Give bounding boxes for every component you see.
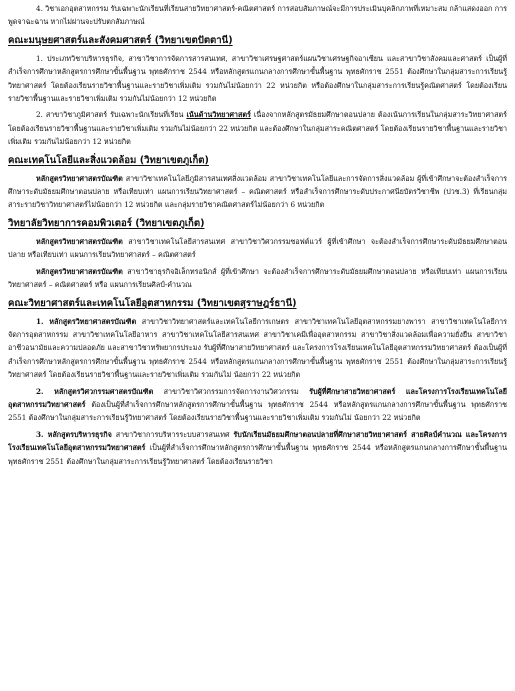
- science-p3-degree: 3. หลักสูตรบริหารธุรกิจ: [36, 429, 112, 439]
- humanities-p1-text: 1. ประเภทวิชาบริหารธุรกิจ, สาขาวิชาการจัดการสารสนเทศ, สาขาวิชาเศรษฐศาสตร์แผนวิชาเศรษฐกิจอาเซียน และสาขาวิชาสังคมและศาสตร์ เป็นผู้ที่สำเร็จการศึกษาหลักสูตรการศึกษาขั้นพื้นฐาน พุทธศักราช 2544 หรือหลักสูตรแกนกลางการศึกษาขั้นพื้นฐาน พุทธศักราช 2551 ต้องศึกษาในกลุ่มสาระการเรียนรู้วิทยาศาสตร์ โดยต้องเรียนรายวิชาพื้นฐานและรายวิชาเพิ่มเติม รวมกันไม่น้อยกว่า 22 หน่วยกิต หรือต้องศึกษาในกลุ่มสาระการเรียนรู้คณิตศาสตร์ โดยต้องเรียนรายวิชาพื้นฐานและรายวิชาเพิ่มเติม รวมกันไม่น้อยกว่า 12 หน่วยกิต: [8, 53, 507, 104]
- science-p2-major: สาขาวิชาวิศวกรรมการจัดการงานวิศวกรรม: [153, 386, 310, 396]
- science-paragraph-1: [8, 315, 507, 382]
- science-p2-degree: 2. หลักสูตรวิศวกรรมศาสตรบัณฑิต: [36, 386, 154, 396]
- humanities-paragraph-1: [8, 52, 507, 106]
- technology-paragraph-1: [8, 172, 507, 212]
- science-p3-admission: รับนักเรียนมัธยมศึกษาตอนปลายที่ศึกษาสายวิทยาศาสตร์ สายศิลป์คำนวณ และโครงการโรงเรียนเทคโนโลยีอุตสาหกรรมวิทยาศาสตร์: [8, 429, 507, 453]
- humanities-p2-emphasis: เน้นด้านวิทยาศาสตร์: [186, 110, 251, 120]
- humanities-p2-pre: 2. สาขาวิชาภูมิศาสตร์ รับเฉพาะนักเรียนที่เรียน: [36, 110, 187, 120]
- intro-text: 4. วิชาเอกอุตสาหกรรม รับเฉพาะนักเรียนที่เรียนสายวิทยาศาสตร์-คณิตศาสตร์ การสอบสัมภาษณ์จะมีการประเมินบุคลิกภาพที่เหมาะสม กล้าแสดงออก การพูดจาฉะฉาน หากไม่ผ่านจะปรับตกสัมภาษณ์: [8, 4, 507, 27]
- science-p2-text: ต้องเป็นผู้ที่สำเร็จการศึกษาหลักสูตรการศึกษาขั้นพื้นฐาน พุทธศักราช 2544 หรือหลักสูตรแกนกลางการศึกษาขั้นพื้นฐาน พุทธศักราช 2551 ต้องศึกษาในกลุ่มสาระการเรียนรู้วิทยาศาสตร์ โดยต้องเรียนรายวิชาพื้นฐานและรายวิชาเพิ่มเติม รวมกันไม่ น้อยกว่า 22 หน่วยกิต: [8, 399, 507, 423]
- computing-p2-text: สาขาวิชาธุรกิจอิเล็กทรอนิกส์ ผู้ที่เข้าศึกษา จะต้องสำเร็จการศึกษาระดับมัธยมศึกษาตอนปลาย หรือเทียบเท่า แผนการเรียนวิทยาศาสตร์ – คณิตศาสตร์ หรือ แผนการเรียนศิลป์-คำนวณ: [8, 266, 507, 290]
- computing-p1-degree: หลักสูตรวิทยาศาสตรบัณฑิต: [36, 236, 123, 246]
- science-p1-text: สาขาวิชาวิทยาศาสตร์และเทคโนโลยีการเกษตร สาขาวิชาเทคโนโลยีอุตสาหกรรมยางพารา สาขาวิชาเทคโนโลยีการจัดการอุตสาหกรรม สาขาวิชาเทคโนโลยีอาหาร สาขาวิชาเทคโนโลยีสารสนเทศ สาขาวิชาเคมีเพื่ออุตสาหกรรม สาขาวิชาสิ่งแวดล้อมเพื่อความยั่งยืน สาขาวิชาอาชีวอนามัยและความปลอดภัย และสาขาวิชาทรัพยากรประมง รับผู้ที่ศึกษาสายวิทยาศาสตร์ และโครงการโรงเรียนเทคโนโลยีอุตสาหกรรมวิทยาศาสตร์ ต้องเป็นผู้ที่สำเร็จการศึกษาหลักสูตรการศึกษาขั้นพื้นฐาน พุทธศักราช 2544 หรือหลักสูตรแกนกลางการศึกษาขั้นพื้นฐาน พุทธศักราช 2551 ต้องศึกษาในกลุ่มสาระการเรียนรู้วิทยาศาสตร์ โดยต้องเรียนรายวิชาพื้นฐานและรายวิชาเพิ่มเติม รวมกันไม่ น้อยกว่า 22 หน่วยกิต: [8, 316, 507, 380]
- computing-paragraph-2: [8, 265, 507, 292]
- science-p1-degree: 1. หลักสูตรวิทยาศาสตรบัณฑิต: [36, 316, 137, 326]
- section-heading-technology-environment: คณะเทคโนโลยีและสิ่งแวดล้อม (วิทยาเขตภูเก็ต): [8, 154, 209, 166]
- computing-p2-degree: หลักสูตรวิทยาศาสตรบัณฑิต: [36, 266, 123, 276]
- humanities-p2-post: เนื่องจากหลักสูตรมัธยมศึกษาตอนปลาย ต้องเน้นการเรียนในกลุ่มสาระวิทยาศาสตร์ โดยต้องเรียนรายวิชาพื้นฐานและรายวิชาเพิ่มเติม รวมกันไม่น้อยกว่า 22 หน่วยกิต และต้องศึกษาในกลุ่มสาระคณิตศาสตร์ โดยต้องเรียนรายวิชาพื้นฐานและรายวิชาเพิ่มเติม รวมกันไม่น้อยกว่า 12 หน่วยกิต: [8, 110, 507, 147]
- computing-paragraph-1: [8, 235, 507, 262]
- computing-p1-text: สาขาวิชาเทคโนโลยีสารสนเทศ สาขาวิชาวิศวกรรมซอฟต์แวร์ ผู้ที่เข้าศึกษา จะต้องสำเร็จการศึกษาระดับมัธยมศึกษาตอนปลาย หรือเทียบเท่า แผนการเรียนวิทยาศาสตร์ – คณิตศาสตร์: [8, 236, 507, 260]
- science-paragraph-2: [8, 385, 507, 425]
- section-heading-science-industrial: คณะวิทยาศาสตร์และเทคโนโลยีอุตสาหกรรม (วิทยาเขตสุราษฎร์ธานี): [8, 297, 297, 309]
- humanities-paragraph-2: [8, 108, 507, 148]
- section-heading-computing: วิทยาลัยวิทยาการคอมพิวเตอร์ (วิทยาเขตภูเก็ต): [8, 217, 205, 229]
- science-p3-text: เป็นผู้ที่สำเร็จการศึกษาหลักสูตรการศึกษาขั้นพื้นฐาน พุทธศักราช 2544 หรือหลักสูตรแกนกลางการศึกษาขั้นพื้นฐาน พุทธศักราช 2551 ต้องศึกษาในกลุ่มสาระการเรียนรู้วิทยาศาสตร์ โดยต้องเรียนรายวิชา: [8, 443, 507, 466]
- science-p2-admission: รับผู้ที่ศึกษาสายวิทยาศาสตร์ และโครงการโรงเรียนเทคโนโลยีอุตสาหกรรมวิทยาศาสตร์: [8, 386, 507, 409]
- technology-p1-degree: หลักสูตรวิทยาศาสตรบัณฑิต: [36, 173, 123, 183]
- section-heading-humanities: คณะมนุษยศาสตร์และสังคมศาสตร์ (วิทยาเขตปัตตานี): [8, 34, 233, 46]
- technology-p1-text: สาขาวิชาเทคโนโลยีภูมิสารสนเทศสิ่งแวดล้อม สาขาวิชาเทคโนโลยีและการจัดการสิ่งแวดล้อม ผู้ที่เข้าศึกษาจะต้องสำเร็จการศึกษาระดับมัธยมศึกษาตอนปลาย หรือเทียบเท่า แผนการเรียนวิทยาศาสตร์ – คณิตศาสตร์ หรือสำเร็จการศึกษาระดับประกาศนียบัตรวิชาชีพ (ปวช.3) ที่เรียนกลุ่มสาระรายวิชาวิทยาศาสตร์ไม่น้อยกว่า 12 หน่วยกิต และกลุ่มรายวิชาคณิตศาสตร์ไม่น้อยกว่า 6 หน่วยกิต: [8, 173, 507, 210]
- intro-paragraph: [8, 2, 507, 29]
- science-p3-major: สาขาวิชาการบริหารระบบสารสนเทศ: [111, 429, 234, 439]
- science-paragraph-3: [8, 428, 507, 468]
